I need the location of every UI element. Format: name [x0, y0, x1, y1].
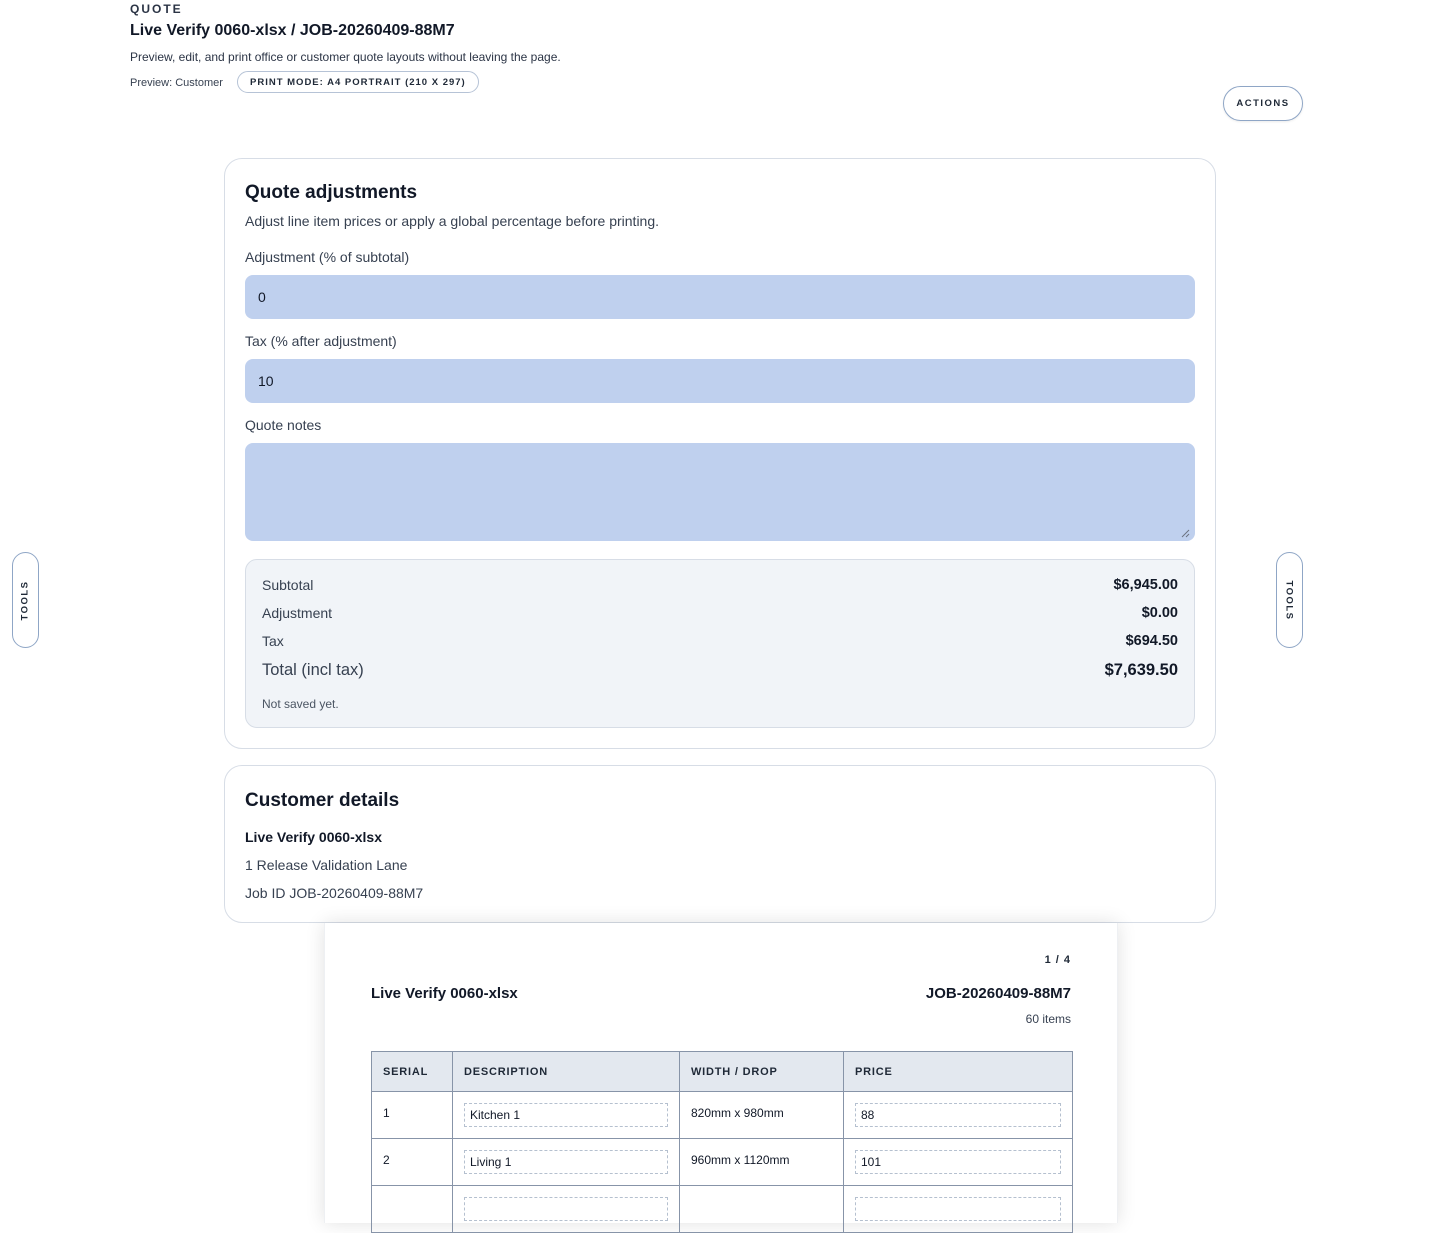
- serial-cell: 2: [372, 1139, 453, 1186]
- width-drop-cell: [680, 1186, 844, 1233]
- description-cell: [453, 1139, 680, 1186]
- serial-cell: [372, 1186, 453, 1233]
- preview-mode-label: Preview: Customer: [130, 77, 223, 89]
- actions-button[interactable]: ACTIONS: [1223, 86, 1303, 121]
- serial-cell: 1: [372, 1092, 453, 1139]
- table-header-row: [372, 1052, 1073, 1092]
- table-row: [372, 1186, 1073, 1233]
- adjustment-total-label: Adjustment: [262, 605, 333, 621]
- tax-row: [262, 633, 1178, 649]
- adjustment-total-value: $0.00: [1141, 605, 1178, 621]
- tax-total-value: $694.50: [1125, 633, 1178, 649]
- sheet-item-count: 60 items: [1025, 1012, 1071, 1026]
- tools-left-label: TOOLS: [20, 579, 31, 621]
- price-input[interactable]: [855, 1103, 1061, 1127]
- quote-notes-label: Quote notes: [245, 417, 322, 433]
- adjustment-label: Adjustment (% of subtotal): [245, 249, 410, 265]
- price-cell: [844, 1092, 1073, 1139]
- description-input[interactable]: [464, 1103, 668, 1127]
- description-input[interactable]: [464, 1150, 668, 1174]
- totals-panel: [245, 559, 1195, 728]
- width-drop-cell: 960mm x 1120mm: [680, 1139, 844, 1186]
- tax-label: Tax (% after adjustment): [245, 333, 397, 349]
- page-subtitle: Preview, edit, and print office or customer quote layouts without leaving the page.: [130, 50, 561, 64]
- line-items-table: [371, 1051, 1073, 1233]
- customer-job-id: Job ID JOB-20260409-88M7: [245, 885, 424, 901]
- customer-address: 1 Release Validation Lane: [245, 857, 408, 873]
- tools-right-label: TOOLS: [1284, 579, 1295, 621]
- page-title: Live Verify 0060-xlsx / JOB-20260409-88M7: [130, 22, 455, 39]
- tools-right-tab[interactable]: [1276, 552, 1303, 648]
- sheet-customer-name: Live Verify 0060-xlsx: [371, 985, 518, 1002]
- table-row: [372, 1139, 1073, 1186]
- quote-print-sheet: [324, 923, 1118, 1223]
- grand-total-row: [262, 661, 1178, 680]
- price-cell: [844, 1186, 1073, 1233]
- tax-total-label: Tax: [262, 633, 284, 649]
- price-cell: [844, 1139, 1073, 1186]
- column-header-price: PRICE: [844, 1052, 1073, 1092]
- quote-notes-textarea[interactable]: [245, 443, 1195, 541]
- subtotal-value: $6,945.00: [1113, 577, 1178, 593]
- page-eyebrow: QUOTE: [130, 2, 183, 16]
- print-mode-badge[interactable]: PRINT MODE: A4 PORTRAIT (210 X 297): [237, 71, 479, 93]
- description-input[interactable]: [464, 1197, 668, 1221]
- column-header-serial: SERIAL: [372, 1052, 453, 1092]
- tools-left-tab[interactable]: [12, 552, 39, 648]
- grand-total-value: $7,639.50: [1104, 661, 1178, 679]
- quote-adjustments-card: [224, 158, 1216, 749]
- save-status: Not saved yet.: [262, 697, 339, 711]
- grand-total-label: Total (incl tax): [262, 661, 364, 679]
- adjustment-row: [262, 605, 1178, 621]
- column-header-description: DESCRIPTION: [453, 1052, 680, 1092]
- tax-input[interactable]: [245, 359, 1195, 403]
- description-cell: [453, 1092, 680, 1139]
- description-cell: [453, 1186, 680, 1233]
- column-header-width-drop: WIDTH / DROP: [680, 1052, 844, 1092]
- adjustment-input[interactable]: [245, 275, 1195, 319]
- subtotal-row: [262, 577, 1178, 593]
- customer-details-card: [224, 765, 1216, 923]
- table-row: [372, 1092, 1073, 1139]
- quote-adjustments-title: Quote adjustments: [245, 182, 418, 203]
- customer-name: Live Verify 0060-xlsx: [245, 829, 382, 845]
- sheet-job-id: JOB-20260409-88M7: [925, 985, 1071, 1002]
- subtotal-label: Subtotal: [262, 577, 314, 593]
- price-input[interactable]: [855, 1150, 1061, 1174]
- price-input[interactable]: [855, 1197, 1061, 1221]
- page-number: 1 / 4: [1044, 954, 1071, 966]
- quote-adjustments-description: Adjust line item prices or apply a global percentage before printing.: [245, 213, 660, 229]
- width-drop-cell: 820mm x 980mm: [680, 1092, 844, 1139]
- customer-details-title: Customer details: [245, 790, 400, 811]
